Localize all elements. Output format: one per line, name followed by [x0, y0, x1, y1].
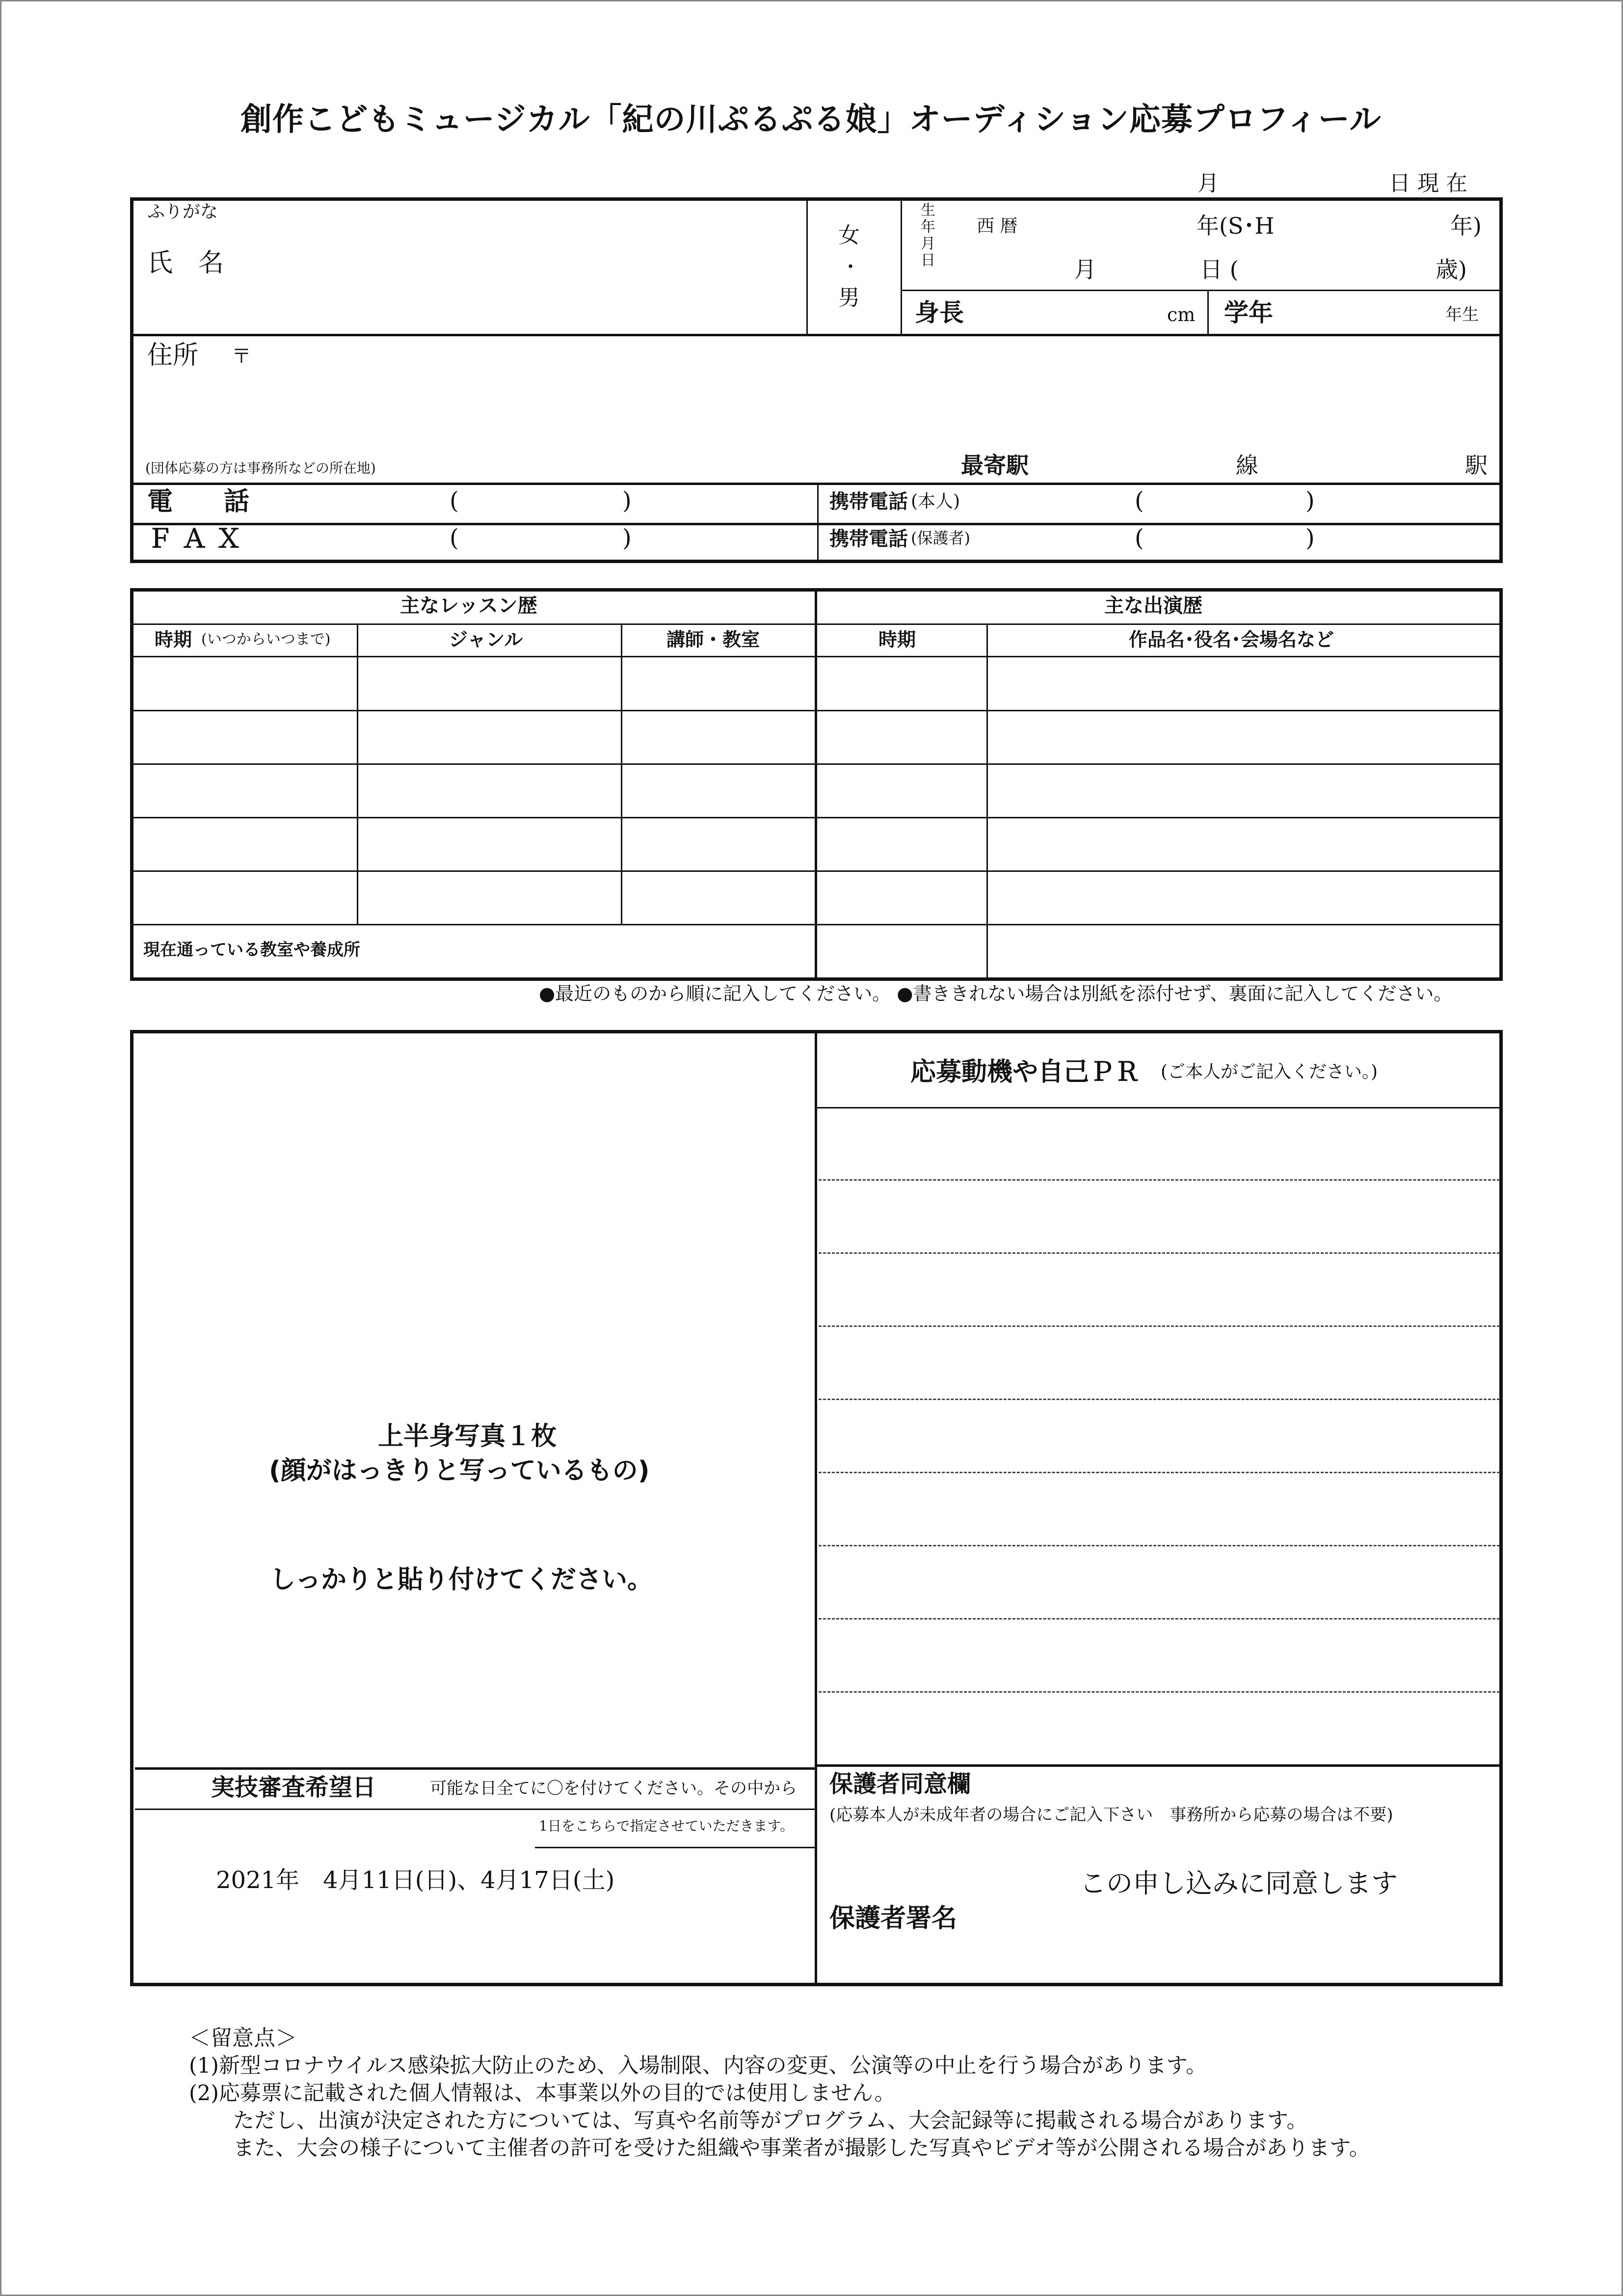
- lessons-period-header: 時期: [155, 629, 192, 650]
- date-month-label: 月: [1197, 171, 1219, 196]
- fax-paren-close: ): [622, 524, 632, 552]
- pr-writing-line: [819, 1179, 1500, 1181]
- notes-item-2: (2)応募票に記載された個人情報は、本事業以外の目的では使用しません。: [189, 2081, 896, 2106]
- mobile-guardian-paren-close: ): [1305, 524, 1315, 552]
- audition-note-2: 1日をこちらで指定させていただきます。: [539, 1818, 794, 1834]
- seireki-label: 西 暦: [977, 216, 1018, 236]
- divider: [130, 817, 1503, 818]
- mobile-guardian-label: 携帯電話: [829, 528, 908, 550]
- audition-dates: 2021年 4月11日(日)、4月17日(土): [216, 1866, 615, 1894]
- mobile-guardian-paren-open: (: [1135, 524, 1144, 552]
- divider: [815, 1107, 1503, 1108]
- guardian-note: (応募本人が未成年者の場合にご記入下さい 事務所から応募の場合は不要): [829, 1805, 1393, 1825]
- guardian-consent: この申し込みに同意します: [1080, 1868, 1398, 1899]
- fax-paren-open: (: [450, 524, 459, 552]
- photo-instruction-2: (顔がはっきりと写っているもの): [269, 1456, 650, 1486]
- guardian-signature-label: 保護者署名: [829, 1904, 958, 1933]
- photo-instruction-3: しっかりと貼り付けてください。: [270, 1565, 653, 1594]
- divider: [815, 588, 817, 981]
- divider: [817, 483, 819, 563]
- birth-label-4: 日: [921, 252, 935, 269]
- fax-label: ＦＡＸ: [147, 524, 251, 554]
- address-label: 住所: [147, 341, 199, 370]
- divider: [815, 1030, 817, 1986]
- divider: [357, 623, 358, 924]
- date-current-label: 日 現 在: [1389, 171, 1467, 196]
- birth-label-1: 生: [921, 202, 935, 219]
- birth-label-3: 月: [921, 235, 935, 252]
- mobile-guardian-note: (保護者): [911, 529, 970, 547]
- birth-month: 月: [1074, 256, 1096, 283]
- audition-title: 実技審査希望日: [211, 1774, 376, 1801]
- notes-heading: ＜留意点＞: [189, 2026, 297, 2051]
- pr-writing-line: [819, 1325, 1500, 1327]
- phone-paren-close: ): [622, 487, 632, 514]
- mobile-self-note: (本人): [911, 491, 960, 512]
- divider: [130, 623, 1503, 625]
- birth-label-2: 年: [921, 218, 935, 236]
- pr-title: 応募動機や自己ＰＲ: [910, 1057, 1141, 1087]
- divider: [986, 623, 988, 981]
- postal-mark: 〒: [232, 345, 251, 368]
- divider: [815, 1764, 1503, 1767]
- divider: [130, 656, 1503, 657]
- pr-writing-line: [819, 1545, 1500, 1546]
- gender-female: 女: [838, 223, 860, 248]
- birth-year-close: 年): [1450, 213, 1482, 239]
- divider: [1207, 290, 1209, 334]
- lessons-teacher-header: 講師・教室: [666, 629, 760, 650]
- divider: [130, 523, 1503, 525]
- divider: [806, 197, 808, 334]
- divider: [901, 197, 902, 334]
- age-label: 歳): [1436, 256, 1467, 283]
- lessons-period-note: (いつからいつまで): [201, 631, 331, 648]
- cm-label: cm: [1167, 304, 1196, 325]
- form-title: 創作こどもミュージカル「紀の川ぷるぷる娘」オーディション応募プロフィール: [240, 102, 1382, 138]
- height-label: 身長: [915, 298, 964, 327]
- divider: [130, 710, 1503, 711]
- notes-item-2b: また、大会の様子について主催者の許可を受けた組織や事業者が撮影した写真やビデオ等が公開される場合があります。: [233, 2136, 1370, 2161]
- mobile-self-label: 携帯電話: [829, 490, 908, 513]
- perf-detail-header: 作品名･役名･会場名など: [1129, 629, 1334, 650]
- birth-day: 日 (: [1200, 256, 1239, 283]
- history-note: ●最近のものから順に記入してください。 ●書ききれない場合は別紙を添付せず、裏面に記入してください。: [539, 983, 1453, 1004]
- mobile-self-paren-open: (: [1135, 487, 1144, 514]
- mobile-self-paren-close: ): [1305, 487, 1315, 514]
- pr-writing-line: [819, 1691, 1500, 1693]
- line-label: 線: [1236, 452, 1258, 479]
- perf-period-header: 時期: [878, 629, 916, 650]
- pr-note: (ご本人がご記入ください。): [1161, 1062, 1378, 1082]
- gender-male: 男: [838, 285, 860, 310]
- pr-writing-line: [819, 1618, 1500, 1620]
- divider: [130, 870, 1503, 872]
- grade-unit: 年生: [1445, 305, 1479, 324]
- birth-year-sh: 年(S･H: [1197, 213, 1275, 239]
- divider: [135, 1809, 815, 1810]
- notes-item-1: (1)新型コロナウイルス感染拡大防止のため、入場制限、内容の変更、公演等の中止を行う場合があります。: [189, 2053, 1207, 2078]
- pr-writing-line: [819, 1252, 1500, 1254]
- address-note: (団体応募の方は事務所などの所在地): [145, 460, 376, 476]
- notes-item-2a: ただし、出演が決定された方については、写真や名前等がプログラム、大会記録等に掲載される場合があります。: [233, 2108, 1308, 2133]
- divider: [130, 334, 1503, 336]
- gender-dot: ・: [841, 256, 860, 278]
- divider: [130, 924, 1503, 925]
- audition-note-1: 可能な日全てに〇を付けてください。その中から: [430, 1779, 797, 1798]
- divider: [130, 483, 1503, 485]
- divider: [901, 290, 1503, 291]
- current-school-label: 現在通っている教室や養成所: [143, 940, 360, 960]
- divider: [135, 1767, 815, 1770]
- divider: [621, 623, 622, 924]
- phone-paren-open: (: [450, 487, 459, 514]
- name-label: 氏 名: [147, 248, 224, 278]
- performances-title: 主な出演歴: [1104, 594, 1202, 617]
- lessons-genre-header: ジャンル: [449, 629, 523, 650]
- guardian-title: 保護者同意欄: [829, 1770, 971, 1798]
- station-label: 駅: [1465, 452, 1488, 479]
- divider: [535, 1847, 815, 1848]
- grade-label: 学年: [1224, 298, 1273, 327]
- divider: [130, 763, 1503, 765]
- pr-writing-line: [819, 1399, 1500, 1400]
- pr-writing-line: [819, 1472, 1500, 1473]
- personal-info-box: [130, 197, 1503, 563]
- phone-label: 電 話: [147, 487, 250, 516]
- photo-instruction-1: 上半身写真１枚: [378, 1422, 557, 1451]
- lessons-title: 主なレッスン歴: [400, 594, 537, 617]
- nearest-station-label: 最寄駅: [961, 452, 1029, 479]
- furigana-label: ふりがな: [147, 202, 218, 222]
